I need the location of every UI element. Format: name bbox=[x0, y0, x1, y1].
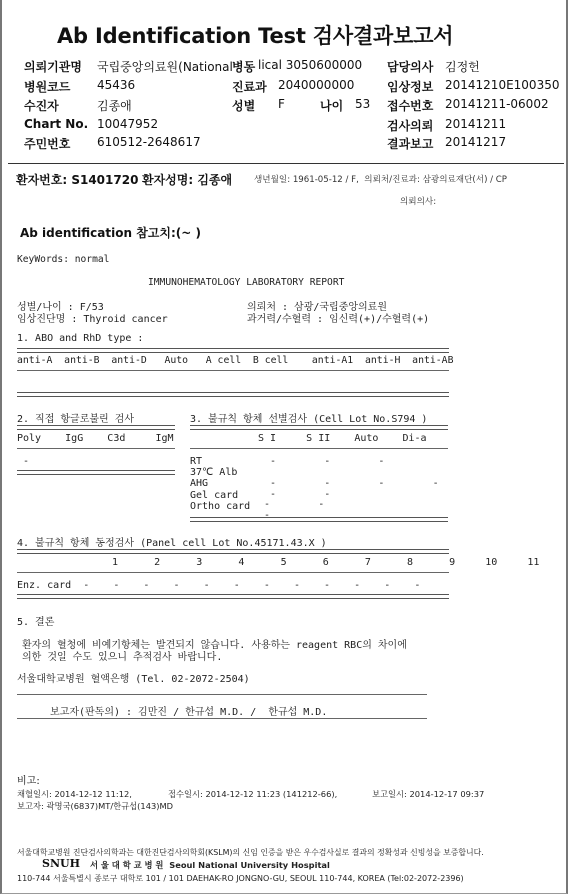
header-label: 임상정보 bbox=[387, 80, 434, 94]
remarks-label: 비고: bbox=[17, 776, 40, 787]
header-value: 20141217 bbox=[445, 135, 507, 149]
lab-report-title: IMMUNOHEMATOLOGY LABORATORY REPORT bbox=[148, 277, 345, 288]
hospital-name: 서 울 대 학 교 병 원 Seoul National University Hospital bbox=[90, 860, 330, 870]
panel-row: Enz. card - - - - - - - - - - - - bbox=[17, 580, 421, 591]
header-label: 진료과 bbox=[232, 80, 267, 94]
header-label: 수진자 bbox=[24, 99, 59, 113]
section-5-title: 5. 결론 bbox=[17, 617, 55, 628]
screening-row-label: Gel card bbox=[190, 490, 239, 501]
header-label: 성별 bbox=[232, 99, 256, 113]
rule bbox=[17, 594, 449, 599]
header-value: 610512-2648617 bbox=[97, 135, 201, 149]
diagnosis: 임상진단명 : Thyroid cancer bbox=[17, 314, 168, 325]
screening-row-label: Ortho card bbox=[190, 501, 251, 512]
screening-row-values: - bbox=[258, 510, 271, 521]
hospital-address: 110-744 서울특별시 종로구 대학로 101 / 101 DAEHAK-RO JONGNO-GU, SEOUL 110-744, KOREA (Tel:02-2072-2396) bbox=[17, 874, 464, 883]
reference-range: Ab identification 참고치:(~ ) bbox=[20, 226, 201, 240]
certification-note: 서울대학교병원 진단검사의학과는 대한진단검사의학회(KSLM)의 신임 인증을 받은 우수검사실로 결과의 정확성과 신빙성을 보증합니다. bbox=[17, 848, 484, 857]
screening-columns: S I S II Auto Di-a bbox=[258, 433, 427, 444]
header-label: 주민번호 bbox=[24, 137, 71, 151]
rule bbox=[190, 517, 448, 522]
requester: 의뢰처 : 삼광/국립중앙의료원 bbox=[247, 302, 388, 313]
collection-time: 채혈일시: 2014-12-12 11:12, bbox=[17, 789, 132, 799]
header-value: 20141211 bbox=[445, 117, 507, 131]
keywords: KeyWords: normal bbox=[17, 254, 110, 265]
screening-row-label: 37℃ Alb bbox=[190, 467, 238, 478]
report-time: 보고일시: 2014-12-17 09:37 bbox=[372, 789, 485, 799]
patient-info: 생년월일: 1961-05-12 / F, 의뢰처/진료과: 삼광의료재단(서) / CP bbox=[254, 175, 507, 185]
header-value: F bbox=[278, 97, 285, 111]
header-value: 국립중앙의료원(National bbox=[97, 60, 233, 74]
header-label: Chart No. bbox=[24, 117, 89, 131]
rule bbox=[17, 370, 449, 371]
header-value: 53 bbox=[355, 97, 371, 111]
rule bbox=[17, 425, 175, 430]
screening-row-values: - - bbox=[258, 489, 331, 500]
header-value: 20141210E100350 bbox=[445, 78, 560, 92]
header-value: lical 3050600000 bbox=[258, 58, 363, 72]
dat-columns: Poly IgG C3d IgM bbox=[17, 433, 174, 444]
header-value: 김정헌 bbox=[445, 60, 480, 74]
header-value: 10047952 bbox=[97, 117, 159, 131]
section-4-title: 4. 불규칙 항체 동정검사 (Panel cell Lot No.45171.43.X ) bbox=[17, 538, 327, 549]
section-1-title: 1. ABO and RhD type : bbox=[17, 333, 144, 344]
rule bbox=[17, 470, 175, 475]
header-value: 45436 bbox=[97, 78, 136, 92]
divider bbox=[8, 163, 564, 164]
rule bbox=[17, 448, 175, 449]
report-title: Ab Identification Test 검사결과보고서 bbox=[57, 24, 454, 48]
patient-name: 환자성명: 김종애 bbox=[142, 173, 233, 187]
abo-columns: anti-A anti-B anti-D Auto A cell B cell anti-A1 anti-H anti-AB bbox=[17, 355, 454, 366]
requesting-doctor: 의뢰의사: bbox=[400, 197, 437, 207]
rule bbox=[190, 448, 448, 449]
rule bbox=[17, 348, 449, 353]
reporter-line: 보고자(판독의) : 김만진 / 한규섭 M.D. / 한규섭 M.D. bbox=[50, 707, 328, 718]
reporters: 보고자: 곽명국(6837)MT/한규섭(143)MD bbox=[17, 801, 174, 811]
header-value: 20141211-06002 bbox=[445, 97, 549, 111]
rule bbox=[17, 718, 427, 719]
snuh-logo: SNUH bbox=[42, 857, 80, 870]
header-label: 결과보고 bbox=[387, 137, 434, 151]
header-label: 의뢰기관명 bbox=[24, 60, 82, 74]
screening-row-label: RT bbox=[190, 456, 203, 467]
panel-columns: 1 2 3 4 5 6 7 8 9 10 11 bbox=[112, 557, 540, 568]
rule bbox=[190, 425, 448, 430]
header-label: 접수번호 bbox=[387, 99, 434, 113]
header-value: 김종애 bbox=[97, 99, 132, 113]
screening-row-label: AHG bbox=[190, 478, 209, 489]
conclusion-line: 의한 것일 수도 있으니 추적검사 바랍니다. bbox=[22, 652, 223, 663]
rule bbox=[17, 694, 427, 695]
receipt-time: 접수일시: 2014-12-12 11:23 (141212-66), bbox=[168, 789, 338, 799]
dat-value: - bbox=[17, 456, 30, 467]
header-label: 검사의뢰 bbox=[387, 119, 434, 133]
conclusion-line: 환자의 혈청에 비예기항체는 발견되지 않습니다. 사용하는 reagent RBC의 차이에 bbox=[22, 640, 407, 651]
header-value: 2040000000 bbox=[278, 78, 355, 92]
sex-age: 성별/나이 : F/53 bbox=[17, 302, 104, 313]
screening-row-values: - - - - bbox=[258, 478, 439, 489]
section-2-title: 2. 직접 항글로불린 검사 bbox=[17, 414, 135, 425]
rule bbox=[17, 572, 449, 573]
section-3-title: 3. 불규칙 항체 선별검사 (Cell Lot No.S794 ) bbox=[190, 414, 428, 425]
rule bbox=[17, 549, 449, 554]
blood-bank: 서울대학교병원 혈액은행 (Tel. 02-2072-2504) bbox=[17, 674, 250, 685]
rule bbox=[17, 392, 449, 397]
patient-id: 환자번호: S1401720 bbox=[16, 173, 139, 187]
screening-row-values: - - bbox=[258, 499, 325, 510]
header-label: 담당의사 bbox=[387, 60, 434, 74]
screening-row-values: - - - bbox=[258, 456, 385, 467]
header-label: 병원코드 bbox=[24, 80, 71, 94]
transfusion-history: 과거력/수혈력 : 임신력(+)/수혈력(+) bbox=[247, 314, 430, 325]
header-label: 병동 bbox=[232, 60, 256, 74]
header-label: 나이 bbox=[320, 99, 344, 113]
